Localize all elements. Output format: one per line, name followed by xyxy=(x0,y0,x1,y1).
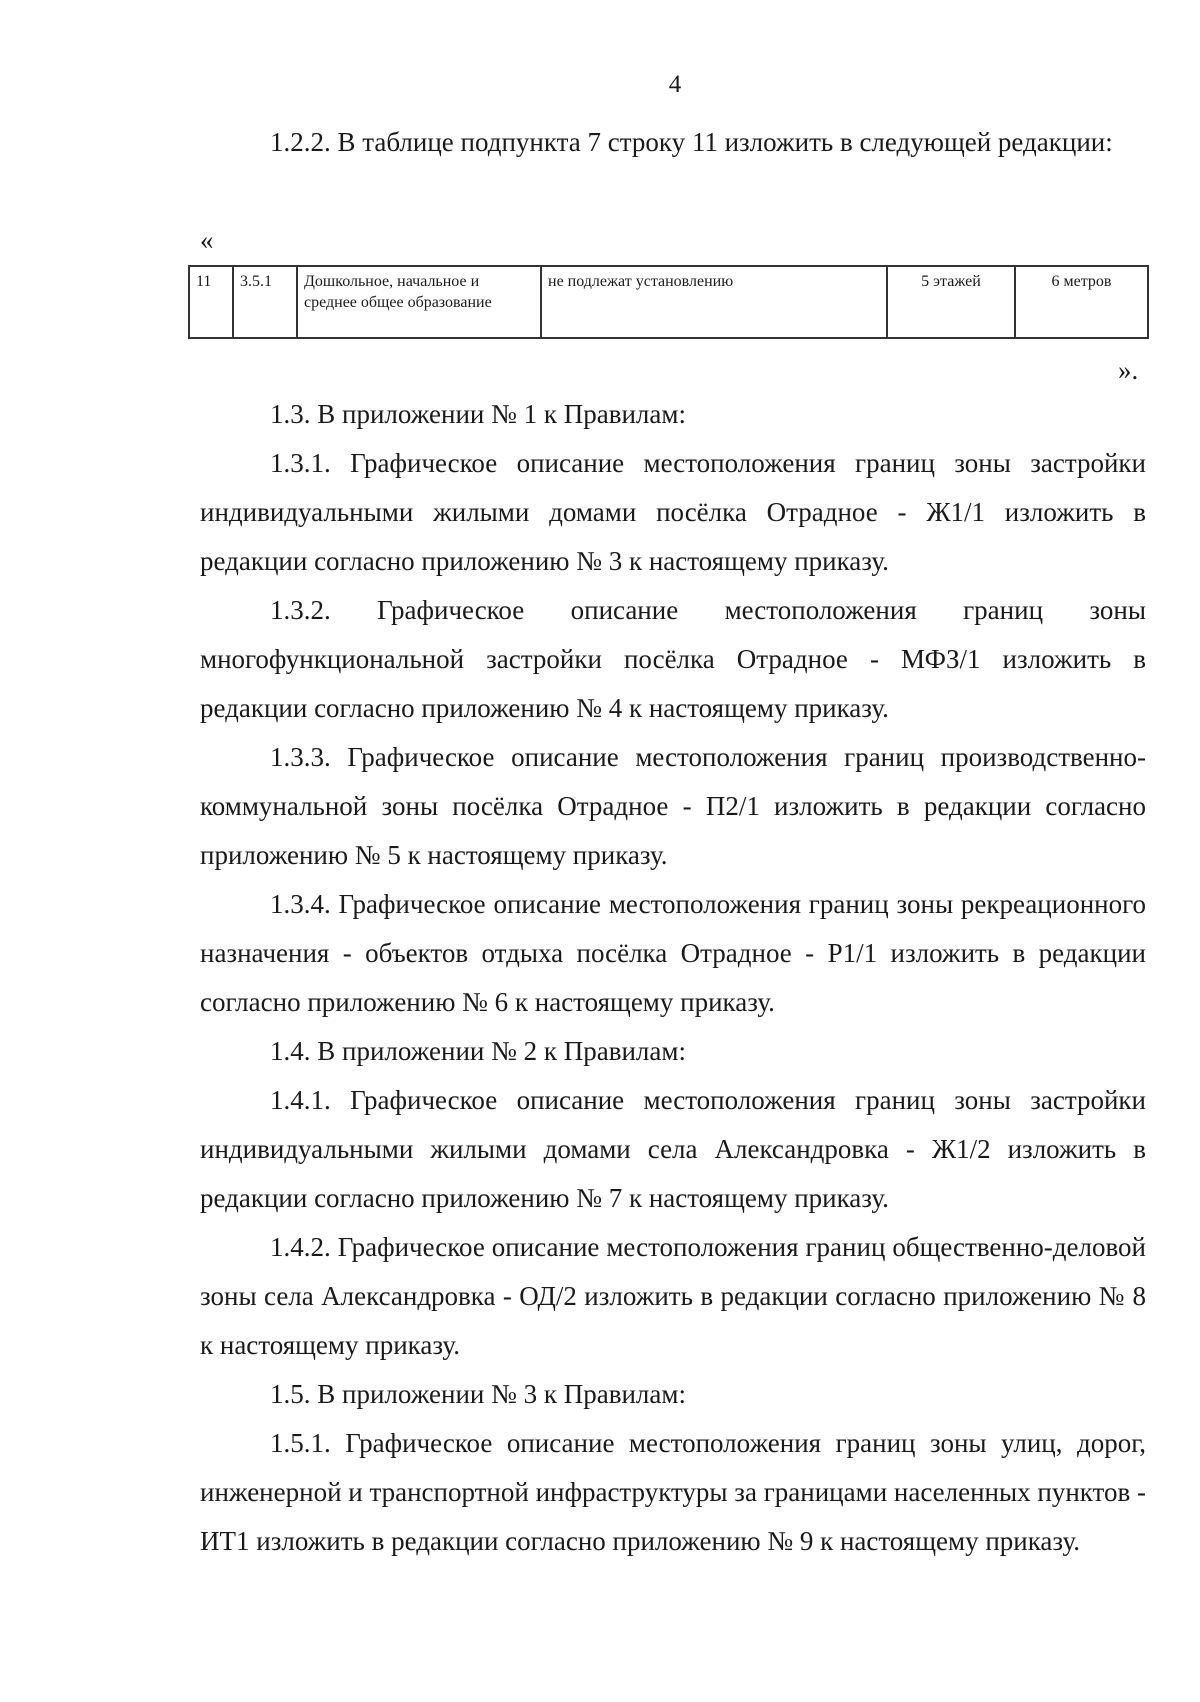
paragraph-1-3-3: 1.3.3. Графическое описание местоположения границ производственно-коммунальной зоны посёлка Отрадное - П2/1 изложить в редакции согласно приложению № 5 к настоящему приказу. xyxy=(200,742,1146,870)
section-1-2-2 xyxy=(200,118,1146,167)
table-row-11 xyxy=(188,265,1149,339)
cell-code: 3.5.1 xyxy=(233,266,297,338)
paragraph-1-4: 1.4. В приложении № 2 к Правилам: xyxy=(270,1036,686,1066)
paragraph-1-3-2: 1.3.2. Графическое описание местоположения границ зоны многофункциональной застройки посёлка Отрадное - МФЗ/1 изложить в редакции согласно приложению № 4 к настоящему приказу. xyxy=(200,595,1146,723)
cell-row-number: 11 xyxy=(189,266,233,338)
paragraph-1-2-2: 1.2.2. В таблице подпункта 7 строку 11 изложить в следующей редакции: xyxy=(270,127,1113,157)
table-row xyxy=(189,266,1148,338)
cell-floors: 5 этажей xyxy=(887,266,1015,338)
main-text xyxy=(200,390,1146,1566)
paragraph-1-3: 1.3. В приложении № 1 к Правилам: xyxy=(270,399,686,429)
paragraph-1-5: 1.5. В приложении № 3 к Правилам: xyxy=(270,1379,686,1409)
paragraph-1-4-1: 1.4.1. Графическое описание местоположения границ зоны застройки индивидуальными жилыми домами села Александровка - Ж1/2 изложить в редакции согласно приложению № 7 к настоящему приказу. xyxy=(200,1085,1146,1213)
quote-open-mark: « xyxy=(200,225,214,255)
paragraph-1-4-2: 1.4.2. Графическое описание местоположения границ общественно-деловой зоны села Александровка - ОД/2 изложить в редакции согласно приложению № 8 к настоящему приказу. xyxy=(200,1232,1146,1360)
cell-name: Дошкольное, начальное и среднее общее образование xyxy=(297,266,541,338)
quote-close-mark: ». xyxy=(1118,355,1139,385)
cell-size: не подлежат установлению xyxy=(541,266,887,338)
page-number: 4 xyxy=(668,71,682,98)
paragraph-1-3-1: 1.3.1. Графическое описание местоположения границ зоны застройки индивидуальными жилыми домами посёлка Отрадное - Ж1/1 изложить в редакции согласно приложению № 3 к настоящему приказу. xyxy=(200,448,1146,576)
cell-height: 6 метров xyxy=(1015,266,1148,338)
paragraph-1-5-1: 1.5.1. Графическое описание местоположения границ зоны улиц, дорог, инженерной и транспортной инфраструктуры за границами населенных пунктов - ИТ1 изложить в редакции согласно приложению № 9 к настоящему приказу. xyxy=(200,1428,1146,1556)
paragraph-1-3-4: 1.3.4. Графическое описание местоположения границ зоны рекреационного назначения - объектов отдыха посёлка Отрадное - Р1/1 изложить в редакции согласно приложению № 6 к настоящему приказу. xyxy=(200,889,1146,1017)
